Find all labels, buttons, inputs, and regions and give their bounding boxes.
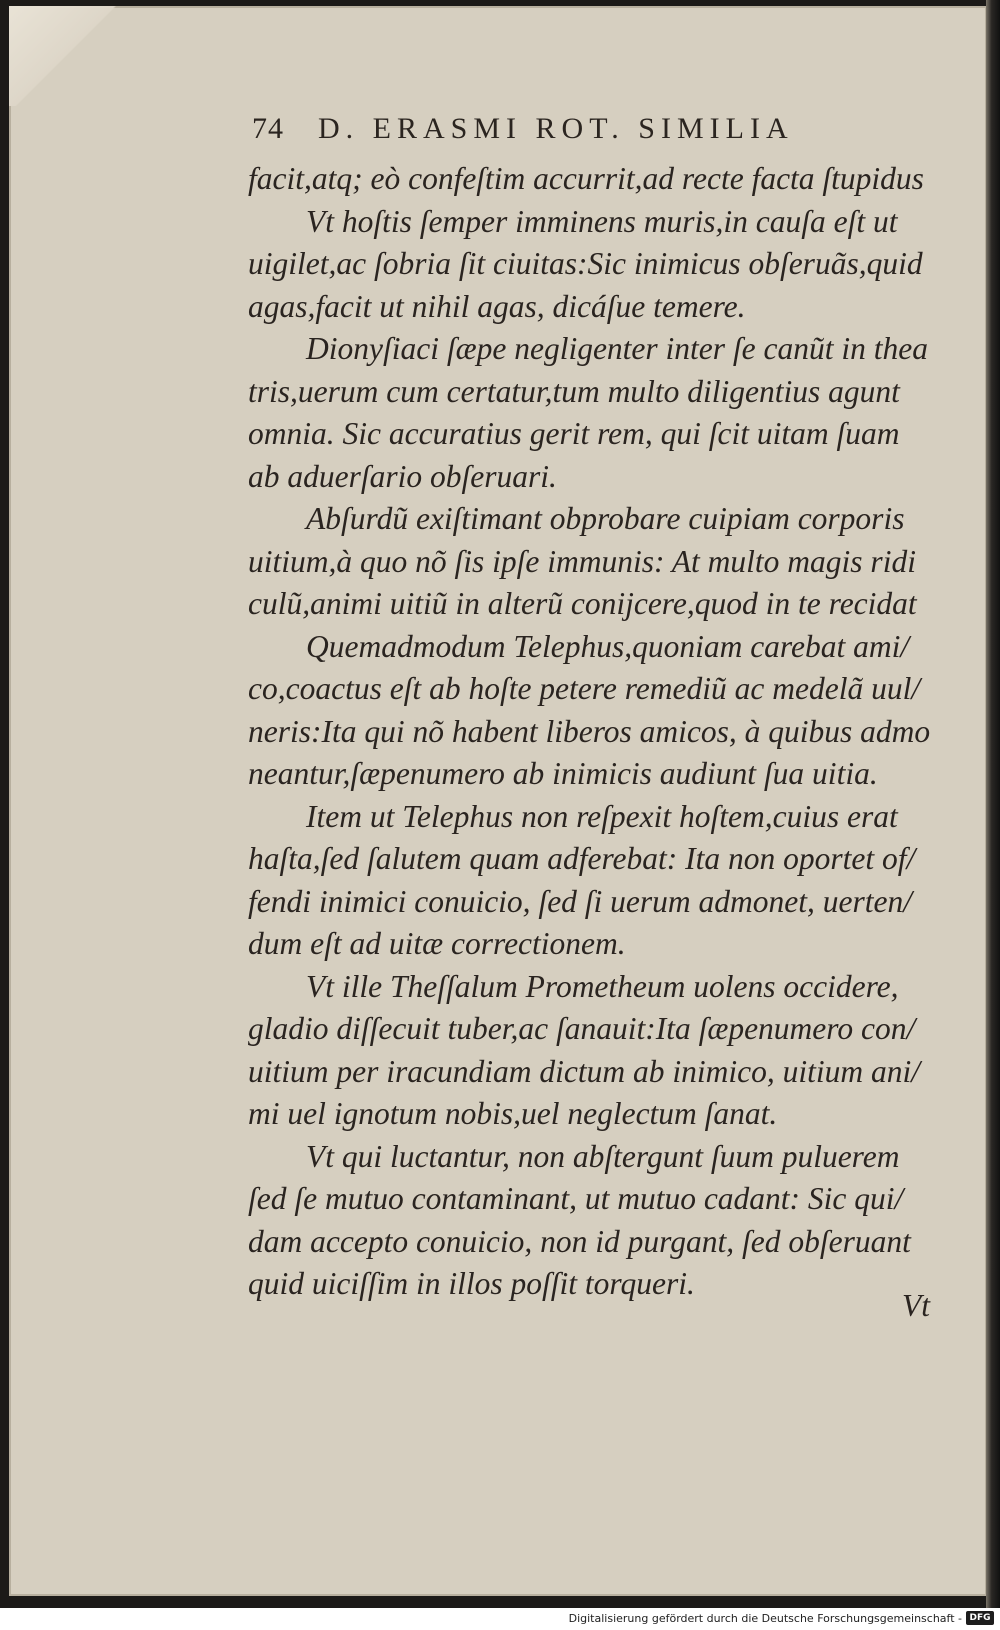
text-line: ſed ſe mutuo contaminant, ut mutuo cadant: Sic qui/: [248, 1181, 904, 1216]
folded-corner: [9, 6, 129, 106]
text-line: fendi inimici conuicio, ſed ſi uerum admonet, uerten/: [248, 883, 912, 919]
text-line: facit,atq; eò confeſtim accurrit,ad recte facta ſtupidus: [248, 161, 924, 196]
text-line: Quemadmodum Telephus,quoniam carebat ami/: [306, 628, 910, 664]
text-line: uitium per iracundiam dictum ab inimico, uitium ani/: [248, 1053, 920, 1089]
funding-credit: Digitalisierung gefördert durch die Deutsche Forschungsgemeinschaft -: [568, 1612, 962, 1625]
running-head-title: D. ERASMI ROT. SIMILIA: [318, 112, 794, 145]
footer-bar: [0, 1608, 1000, 1630]
text-line: haſta,ſed ſalutem quam adferebat: Ita non oportet of/: [248, 841, 916, 876]
text-line: uigilet,ac ſobria ſit ciuitas:Sic inimicus obſeruãs,quid: [248, 246, 923, 281]
text-line: dam accepto conuicio, non id purgant, ſed obſeruant: [248, 1223, 911, 1259]
dfg-logo-icon: DFG: [966, 1611, 994, 1625]
text-line: uitium,à quo nõ ſis ipſe immunis: At multo magis ridi: [248, 543, 916, 579]
text-line: quid uiciſſim in illos poſſit torqueri.: [248, 1266, 695, 1301]
text-line: ab aduerſario obſeruari.: [248, 458, 557, 494]
running-head: [252, 112, 912, 146]
text-line: Dionyſiaci ſæpe negligenter inter ſe canũt in thea: [306, 331, 928, 366]
body-text: [248, 158, 938, 1306]
text-line: Abſurdũ exiſtimant obprobare cuipiam corporis: [306, 501, 905, 536]
text-line: co,coactus eſt ab hoſte petere remediũ ac medelã uul/: [248, 671, 921, 706]
book-binding-edge: [986, 0, 1000, 1608]
text-line: dum eſt ad uitæ correctionem.: [248, 926, 626, 961]
text-line: tris,uerum cum certatur,tum multo diligentius agunt: [248, 373, 900, 409]
text-line: Vt qui luctantur, non abſtergunt ſuum puluerem: [306, 1138, 900, 1174]
text-line: Item ut Telephus non reſpexit hoſtem,cuius erat: [306, 798, 898, 834]
text-line: Vt hoſtis ſemper imminens muris,in cauſa eſt ut: [306, 203, 898, 239]
catchword: Vt: [902, 1288, 930, 1323]
text-line: neris:Ita qui nõ habent liberos amicos, à quibus admo: [248, 713, 931, 749]
text-line: omnia. Sic accuratius gerit rem, qui ſcit uitam ſuam: [248, 416, 900, 451]
text-line: Vt ille Theſſalum Prometheum uolens occidere,: [306, 968, 899, 1004]
page-number: 74: [252, 112, 284, 145]
text-line: culũ,animi uitiũ in alterũ conijcere,quod in te recidat: [248, 586, 917, 621]
text-line: agas,facit ut nihil agas, dicáſue temere.: [248, 288, 746, 324]
text-line: gladio diſſecuit tuber,ac ſanauit:Ita ſæpenumero con/: [248, 1011, 916, 1046]
text-line: mi uel ignotum nobis,uel neglectum ſanat.: [248, 1096, 778, 1131]
text-line: neantur,ſæpenumero ab inimicis audiunt ſua uitia.: [248, 756, 878, 791]
